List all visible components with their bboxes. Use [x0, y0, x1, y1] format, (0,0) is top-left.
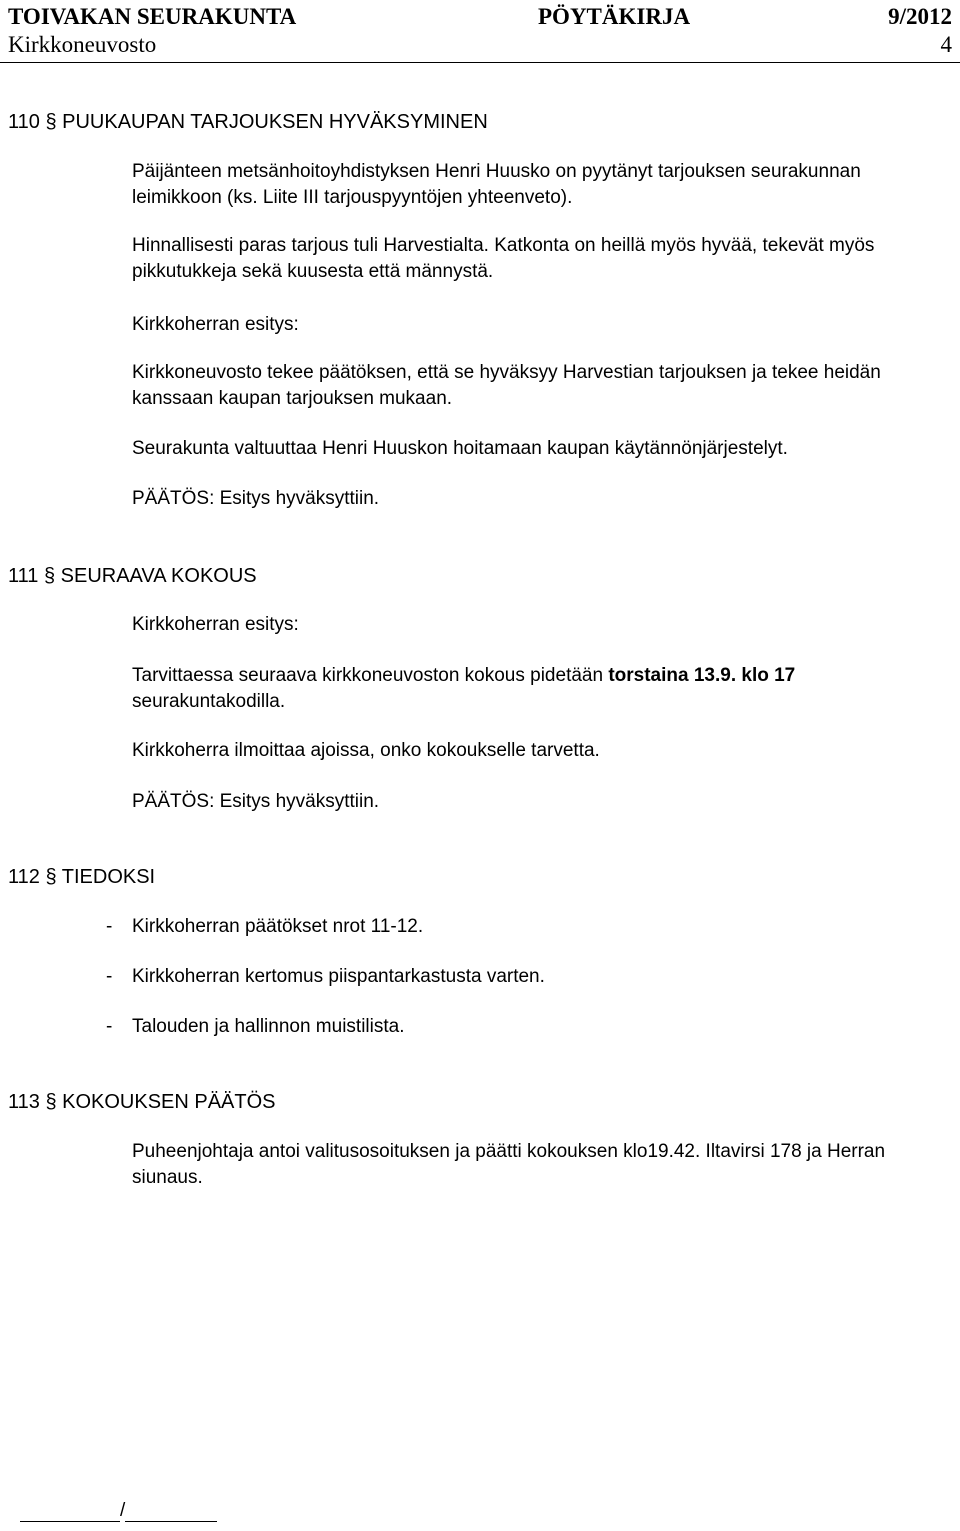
page-header — [8, 4, 952, 60]
section-110-paragraph-3: Kirkkoneuvosto tekee päätöksen, että se hyväksyy Harvestian tarjouksen ja tekee heidän kanssaan kaupan tarjouksen mukaan. — [132, 362, 881, 409]
initials-separator: / — [120, 1500, 126, 1521]
meeting-date-time: torstaina 13.9. klo 17 — [608, 665, 796, 686]
section-111-paragraph-1 — [132, 663, 902, 715]
section-110-paragraph-1: Päijänteen metsänhoitoyhdistyksen Henri Huusko on pyytänyt tarjouksen seurakunnan leimikkoon (ks. Liite III tarjouspyyntöjen yhteenveto). — [132, 161, 861, 208]
list-dash: - — [106, 1016, 113, 1037]
header-document-type: PÖYTÄKIRJA — [538, 4, 691, 29]
list-item-text: Talouden ja hallinnon muistilista. — [132, 1016, 405, 1037]
list-item — [106, 1014, 405, 1040]
section-110-decision: PÄÄTÖS: Esitys hyväksyttiin. — [132, 488, 380, 509]
section-111-paragraph-1-start: Tarvittaessa seuraava kirkkoneuvoston kokous pidetään — [132, 665, 609, 686]
section-111-proposal-label: Kirkkoherran esitys: — [132, 614, 299, 635]
section-110-proposal-label: Kirkkoherran esitys: — [132, 314, 299, 335]
section-111-title: 111 § SEURAAVA KOKOUS — [8, 565, 257, 587]
header-body-name: Kirkkoneuvosto — [8, 32, 157, 57]
list-item-text: Kirkkoherran kertomus piispantarkastusta varten. — [132, 966, 545, 987]
header-page-number: 4 — [940, 32, 952, 57]
header-organization: TOIVAKAN SEURAKUNTA — [8, 4, 297, 29]
initials-blank-left — [20, 1503, 120, 1522]
section-113-title: 113 § KOKOUKSEN PÄÄTÖS — [8, 1091, 276, 1113]
list-item — [106, 964, 545, 990]
section-111-paragraph-1-end: seurakuntakodilla. — [132, 691, 286, 712]
list-dash: - — [106, 966, 113, 987]
section-113-paragraph-1: Puheenjohtaja antoi valitusosoituksen ja päätti kokouksen klo19.42. Iltavirsi 178 ja Herran siunaus. — [132, 1141, 886, 1188]
section-110-paragraph-2: Hinnallisesti paras tarjous tuli Harvestialta. Katkonta on heillä myös hyvää, tekevät myös pikkutukkeja sekä kuusesta että männystä. — [132, 235, 875, 282]
header-document-number: 9/2012 — [888, 4, 952, 29]
initials-line — [20, 1500, 217, 1522]
section-112-title: 112 § TIEDOKSI — [8, 866, 156, 888]
list-item-text: Kirkkoherran päätökset nrot 11-12. — [132, 916, 424, 937]
list-dash: - — [106, 916, 113, 937]
list-item — [106, 914, 423, 940]
header-divider — [0, 62, 960, 63]
initials-blank-right — [125, 1503, 217, 1522]
section-110-title: 110 § PUUKAUPAN TARJOUKSEN HYVÄKSYMINEN — [8, 111, 488, 133]
section-110-paragraph-4: Seurakunta valtuuttaa Henri Huuskon hoitamaan kaupan käytännönjärjestelyt. — [132, 438, 788, 459]
section-111-paragraph-2: Kirkkoherra ilmoittaa ajoissa, onko kokoukselle tarvetta. — [132, 740, 600, 761]
section-111-decision: PÄÄTÖS: Esitys hyväksyttiin. — [132, 791, 380, 812]
